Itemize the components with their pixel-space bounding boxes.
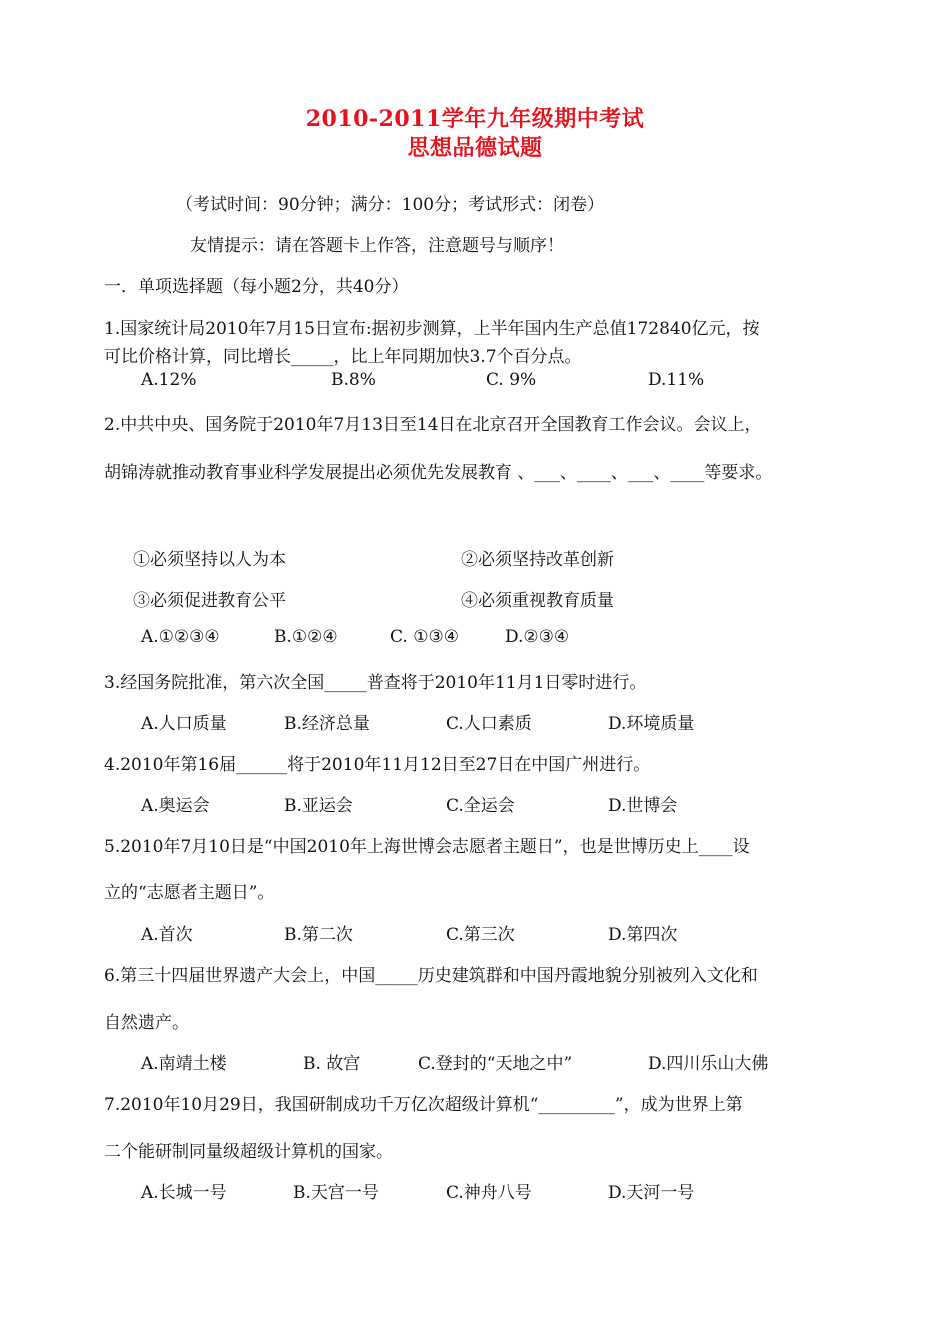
question-6-option-c: C.登封的“天地之中” [418,1054,573,1074]
question-2-line-1: 2.中共中央、国务院于2010年7月13日至14日在北京召开全国教育工作会议。会议上， [104,415,762,435]
question-4-option-d: D.世博会 [608,796,678,816]
question-5-option-c: C.第三次 [446,925,515,945]
question-7-line-1: 7.2010年10月29日，我国研制成功千万亿次超级计算机“_________”，成为世界上第 [104,1095,743,1115]
question-3-line-1: 3.经国务院批准，第六次全国_____普查将于2010年11月1日零时进行。 [104,673,647,693]
exam-info: （考试时间：90分钟；满分：100分；考试形式：闭卷） [176,195,605,215]
question-2-statement-1: ①必须坚持以人为本 [133,550,286,570]
question-2-statement-4: ④必须重视教育质量 [461,591,614,611]
question-1-option-a: A.12% [141,370,197,390]
question-2-option-b: B.①②④ [274,627,338,647]
question-5-option-d: D.第四次 [608,925,678,945]
exam-title-line2: 思想品德试题 [407,135,543,161]
question-1-option-c: C. 9% [486,370,537,390]
question-5-option-a: A.首次 [141,925,193,945]
question-6-option-d: D.四川乐山大佛 [648,1054,769,1074]
question-7-line-2: 二个能研制同量级超级计算机的国家。 [104,1142,393,1162]
question-4-option-a: A.奥运会 [141,796,210,816]
question-2-statement-3: ③必须促进教育公平 [133,591,286,611]
question-3-option-d: D.环境质量 [608,714,695,734]
question-1-line-2: 可比价格计算，同比增长_____，比上年同期加快3.7个百分点。 [104,347,582,367]
exam-title-line1: 2010-2011学年九年级期中考试 [305,106,645,132]
friendly-tip: 友情提示：请在答题卡上作答，注意题号与顺序！ [190,236,564,256]
question-3-option-a: A.人口质量 [141,714,227,734]
question-6-line-2: 自然遗产。 [104,1013,189,1033]
question-1-option-d: D.11% [648,370,705,390]
question-3-option-c: C.人口素质 [446,714,532,734]
question-2-option-c: C. ①③④ [390,627,459,647]
question-2-line-2: 胡锦涛就推动教育事业科学发展提出必须优先发展教育 、___、____、___、____等要求。 [104,463,773,483]
question-2-option-a: A.①②③④ [141,627,220,647]
question-1-option-b: B.8% [331,370,376,390]
question-2-statement-2: ②必须坚持改革创新 [461,550,614,570]
question-5-option-b: B.第二次 [284,925,353,945]
question-4-option-b: B.亚运会 [284,796,353,816]
question-4-line-1: 4.2010年第16届______将于2010年11月12日至27日在中国广州进行。 [104,755,651,775]
question-5-line-1: 5.2010年7月10日是“中国2010年上海世博会志愿者主题日”，也是世博历史上____设 [104,837,750,857]
question-7-option-c: C.神舟八号 [446,1183,532,1203]
question-7-option-b: B.天宫一号 [293,1183,379,1203]
question-6-line-1: 6.第三十四届世界遗产大会上，中国_____历史建筑群和中国丹霞地貌分别被列入文化和 [104,966,758,986]
question-6-option-a: A.南靖土楼 [141,1054,227,1074]
question-7-option-d: D.天河一号 [608,1183,695,1203]
question-1-line-1: 1.国家统计局2010年7月15日宣布:据初步测算，上半年国内生产总值172840亿元，按 [104,319,760,339]
question-4-option-c: C.全运会 [446,796,515,816]
question-3-option-b: B.经济总量 [284,714,370,734]
question-7-option-a: A.长城一号 [141,1183,227,1203]
question-5-line-2: 立的“志愿者主题日”。 [104,883,275,903]
question-6-option-b: B. 故宫 [303,1054,361,1074]
section-title: 一．单项选择题（每小题2分，共40分） [104,277,409,297]
question-2-option-d: D.②③④ [505,627,570,647]
